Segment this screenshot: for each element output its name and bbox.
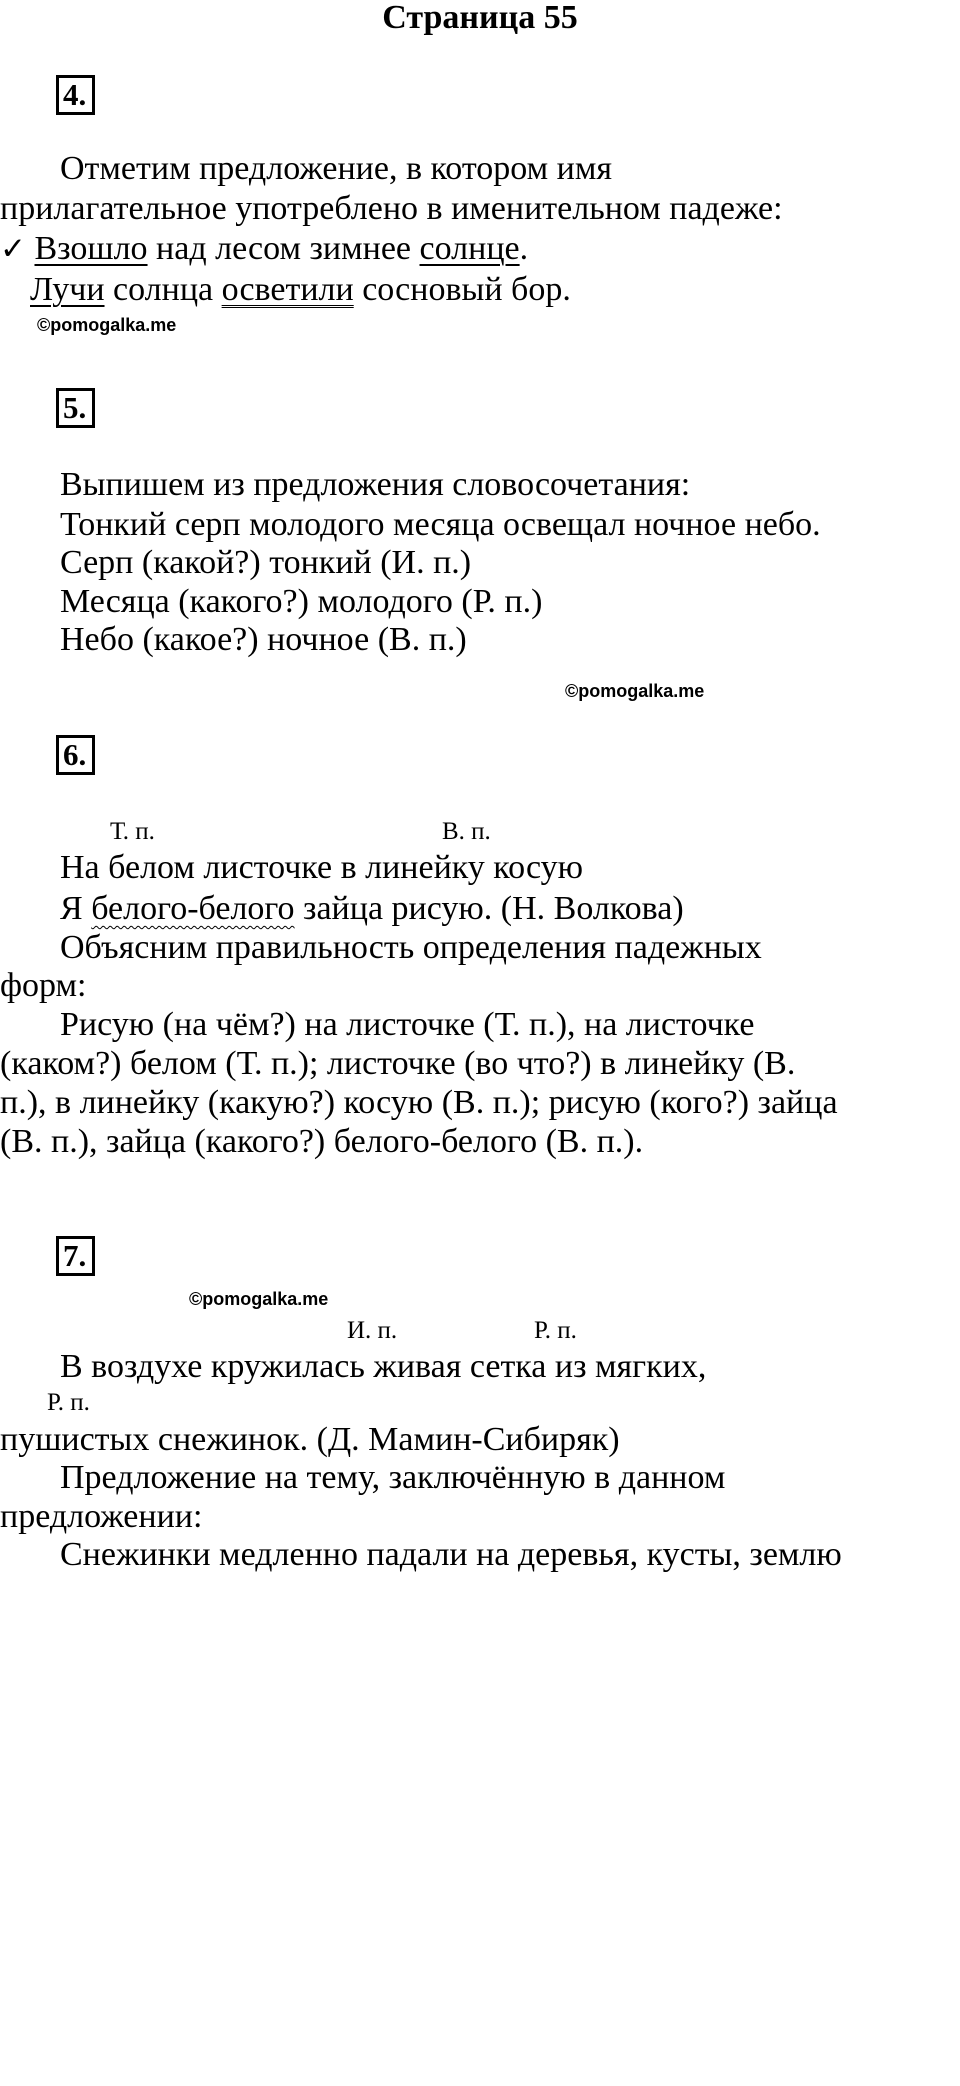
task-7-line-4: предложении:	[0, 1498, 203, 1535]
task-6-body-1: Рисую (на чём?) на листочке (Т. п.), на листочке	[60, 1006, 755, 1043]
task-5-line-4: Месяца (какого?) молодого (Р. п.)	[60, 583, 543, 620]
task-6-body-2: (каком?) белом (Т. п.); листочке (во что?) в линейку (В.	[0, 1045, 796, 1082]
task-7-line-2: пушистых снежинок. (Д. Мамин-Сибиряк)	[0, 1421, 620, 1458]
watermark-2: ©pomogalka.me	[565, 681, 705, 701]
task-7-line-5: Снежинки медленно падали на деревья, кусты, землю	[60, 1536, 842, 1573]
case-label-rp-2: Р. п.	[47, 1389, 90, 1416]
task-4-intro-line-2: прилагательное употреблено в именительном падеже:	[0, 190, 783, 227]
task-6-explain-1: Объясним правильность определения падежных	[60, 929, 762, 966]
task-5-line-2: Тонкий серп молодого месяца освещал ночное небо.	[60, 506, 821, 543]
sentence-1-object: солнце	[419, 230, 520, 267]
task-7-line-3: Предложение на тему, заключённую в данном	[60, 1459, 726, 1496]
task-4-sentence-2: Лучи солнца осветили сосновый бор.	[30, 271, 571, 308]
poem-wavy-word: белого-белого	[91, 890, 295, 927]
task-6-body-3: п.), в линейку (какую?) косую (В. п.); рисую (кого?) зайца	[0, 1084, 838, 1121]
task-4-sentence-1: ✓ Взошло над лесом зимнее солнце.	[0, 230, 529, 267]
watermark-3: ©pomogalka.me	[189, 1289, 329, 1309]
task-5-line-5: Небо (какое?) ночное (В. п.)	[60, 621, 467, 658]
task-4-number: 4.	[56, 75, 95, 115]
sentence-2-subject: Лучи	[30, 271, 105, 308]
task-5-line-1: Выпишем из предложения словосочетания:	[60, 466, 691, 503]
task-6-body-4: (В. п.), зайца (какого?) белого-белого (В. п.).	[0, 1123, 644, 1160]
task-7-number: 7.	[56, 1236, 95, 1276]
sentence-1-subject: Взошло	[34, 230, 148, 267]
poem-line-2: Я белого-белого зайца рисую. (Н. Волкова)	[60, 890, 684, 927]
page-title: Страница 55	[382, 0, 578, 36]
poem-line-1: На белом листочке в линейку косую	[60, 849, 583, 886]
watermark-1: ©pomogalka.me	[37, 315, 177, 335]
task-7-line-1: В воздухе кружилась живая сетка из мягких,	[60, 1348, 707, 1385]
check-mark-icon: ✓	[0, 231, 26, 267]
case-label-tp: Т. п.	[110, 818, 155, 845]
sentence-2-predicate: осветили	[221, 271, 354, 308]
case-label-rp-1: Р. п.	[534, 1317, 577, 1344]
task-5-line-3: Серп (какой?) тонкий (И. п.)	[60, 544, 472, 581]
case-label-vp: В. п.	[442, 818, 491, 845]
task-4-intro-line-1: Отметим предложение, в котором имя	[60, 150, 612, 187]
task-6-number: 6.	[56, 735, 95, 775]
case-label-ip: И. п.	[347, 1317, 398, 1344]
task-6-explain-2: форм:	[0, 967, 87, 1004]
task-5-number: 5.	[56, 388, 95, 428]
